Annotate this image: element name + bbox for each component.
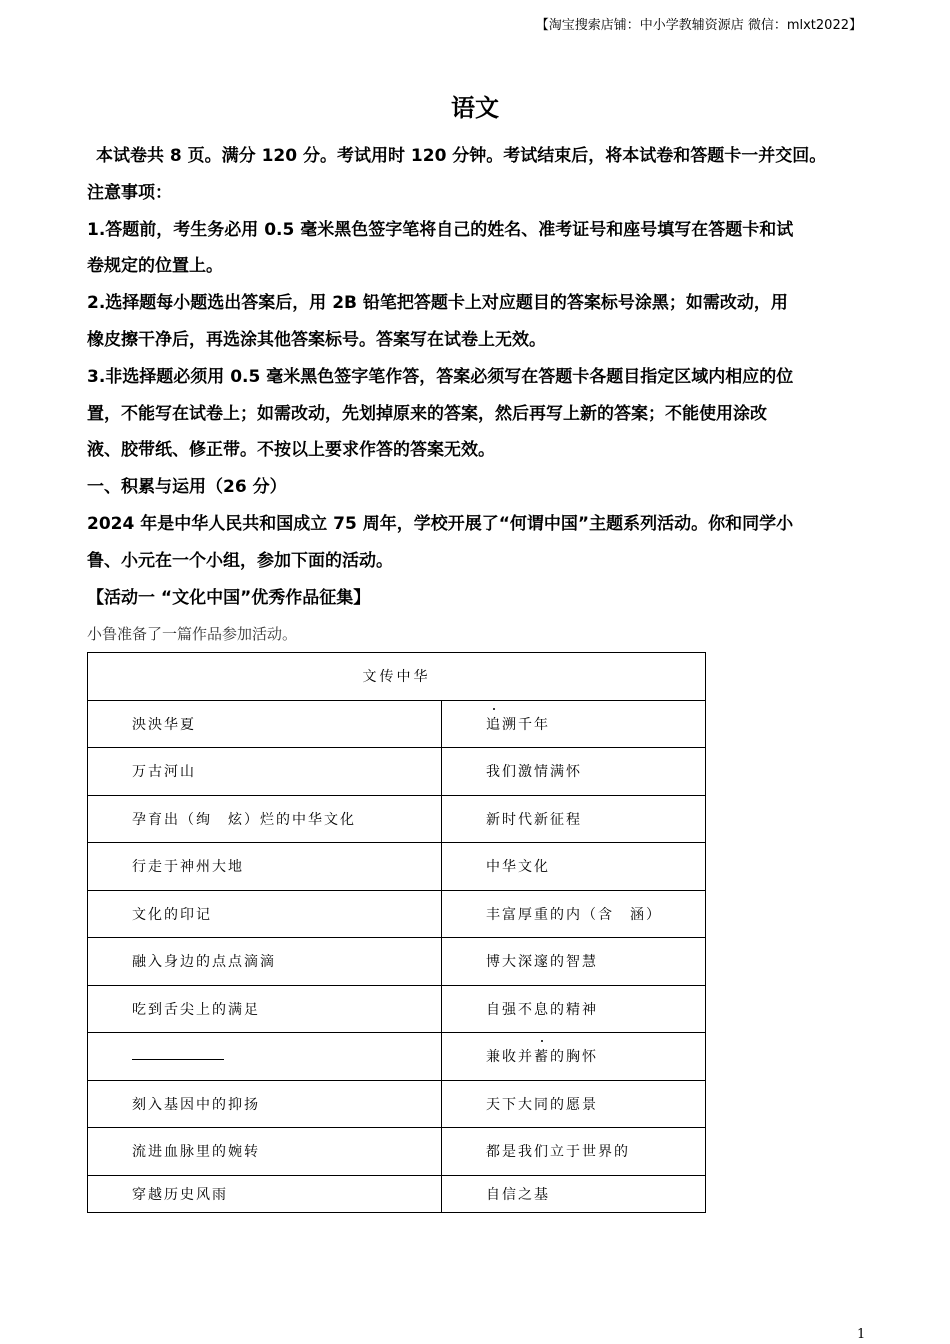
section-heading: 一、积累与运用（26 分） bbox=[87, 477, 287, 498]
table-row bbox=[88, 1175, 706, 1212]
notice-heading: 注意事项： bbox=[87, 182, 172, 203]
poem-right-cell: 都是我们立于世界的 bbox=[442, 1128, 706, 1176]
notice-item-3-line-1: 3.非选择题必须用 0.5 毫米黑色签字笔作答，答案必须写在答题卡各题目指定区域内相应的位 bbox=[87, 366, 794, 387]
table-row bbox=[88, 985, 706, 1033]
activity-heading: 【活动一 “文化中国”优秀作品征集】 bbox=[87, 587, 371, 608]
poem-left-cell: 文化的印记 bbox=[88, 890, 442, 938]
poem-left-cell: 行走于神州大地 bbox=[88, 843, 442, 891]
notice-item-3-line-3: 液、胶带纸、修正带。不按以上要求作答的答案无效。 bbox=[87, 440, 495, 461]
notice-item-2-line-2: 橡皮擦干净后，再选涂其他答案标号。答案写在试卷上无效。 bbox=[87, 329, 546, 350]
table-row bbox=[88, 890, 706, 938]
table-row bbox=[88, 1080, 706, 1128]
poem-left-cell: 穿越历史风雨 bbox=[88, 1175, 442, 1212]
table-row bbox=[88, 700, 706, 748]
poem-right-cell: 丰富厚重的内（含 涵） bbox=[442, 890, 706, 938]
poem-right-cell: 自强不息的精神 bbox=[442, 985, 706, 1033]
table-row bbox=[88, 795, 706, 843]
poem-blank-cell bbox=[88, 1033, 442, 1081]
notice-item-1-line-2: 卷规定的位置上。 bbox=[87, 256, 223, 277]
poem-title: 文传中华 bbox=[88, 653, 706, 701]
notice-item-1-line-1: 1.答题前，考生务必用 0.5 毫米黑色签字笔将自己的姓名、准考证号和座号填写在答题卡和试 bbox=[87, 219, 794, 240]
poem-right-cell: 自信之基 bbox=[442, 1175, 706, 1212]
poem-right-cell: 我们激情满怀 bbox=[442, 748, 706, 796]
exam-intro: 本试卷共 8 页。满分 120 分。考试用时 120 分钟。考试结束后，将本试卷和答题卡一并交回。 bbox=[96, 146, 827, 166]
table-row bbox=[88, 748, 706, 796]
section-paragraph-line-1: 2024 年是中华人民共和国成立 75 周年，学校开展了“何谓中国”主题系列活动。你和同学小 bbox=[87, 513, 794, 534]
poem-left-cell: 吃到舌尖上的满足 bbox=[88, 985, 442, 1033]
poem-right-cell bbox=[442, 700, 706, 748]
activity-note: 小鲁准备了一篇作品参加活动。 bbox=[87, 625, 298, 644]
poem-title-row bbox=[88, 653, 706, 701]
poem-left-cell: 流进血脉里的婉转 bbox=[88, 1128, 442, 1176]
poem-right-cell: 新时代新征程 bbox=[442, 795, 706, 843]
poem-left-cell: 泱泱华夏 bbox=[88, 700, 442, 748]
poem-right-text: 兼收并 bbox=[486, 1049, 534, 1066]
poem-right-cell bbox=[442, 1033, 706, 1081]
poem-left-cell: 融入身边的点点滴滴 bbox=[88, 938, 442, 986]
poem-left-cell: 万古河山 bbox=[88, 748, 442, 796]
notice-item-3-line-2: 置，不能写在试卷上；如需改动，先划掉原来的答案，然后再写上新的答案；不能使用涂改 bbox=[87, 403, 767, 424]
exam-instructions bbox=[87, 138, 877, 652]
emphasis-dot-char: 追 bbox=[486, 714, 502, 734]
fill-in-blank bbox=[132, 1049, 224, 1060]
emphasis-dot-char: 蓄 bbox=[534, 1046, 550, 1066]
page-number: 1 bbox=[857, 1327, 866, 1342]
poem-right-cell: 博大深邃的智慧 bbox=[442, 938, 706, 986]
table-row bbox=[88, 1128, 706, 1176]
notice-item-2-line-1: 2.选择题每小题选出答案后，用 2B 铅笔把答题卡上对应题目的答案标号涂黑；如需改动，用 bbox=[87, 293, 788, 314]
section-paragraph-line-2: 鲁、小元在一个小组，参加下面的活动。 bbox=[87, 550, 393, 571]
poem-left-cell: 孕育出（绚 炫）烂的中华文化 bbox=[88, 795, 442, 843]
table-row bbox=[88, 938, 706, 986]
poem-left-cell: 刻入基因中的抑扬 bbox=[88, 1080, 442, 1128]
poem-right-text: 的胸怀 bbox=[550, 1049, 598, 1066]
page-title: 语文 bbox=[451, 94, 499, 122]
table-row bbox=[88, 843, 706, 891]
poem-right-cell: 中华文化 bbox=[442, 843, 706, 891]
table-row bbox=[88, 1033, 706, 1081]
poem-right-text: 溯千年 bbox=[502, 716, 550, 733]
header-note: 【淘宝搜索店铺：中小学教辅资源店 微信：mlxt2022】 bbox=[535, 18, 862, 33]
poem-table bbox=[87, 652, 706, 1213]
poem-right-cell: 天下大同的愿景 bbox=[442, 1080, 706, 1128]
